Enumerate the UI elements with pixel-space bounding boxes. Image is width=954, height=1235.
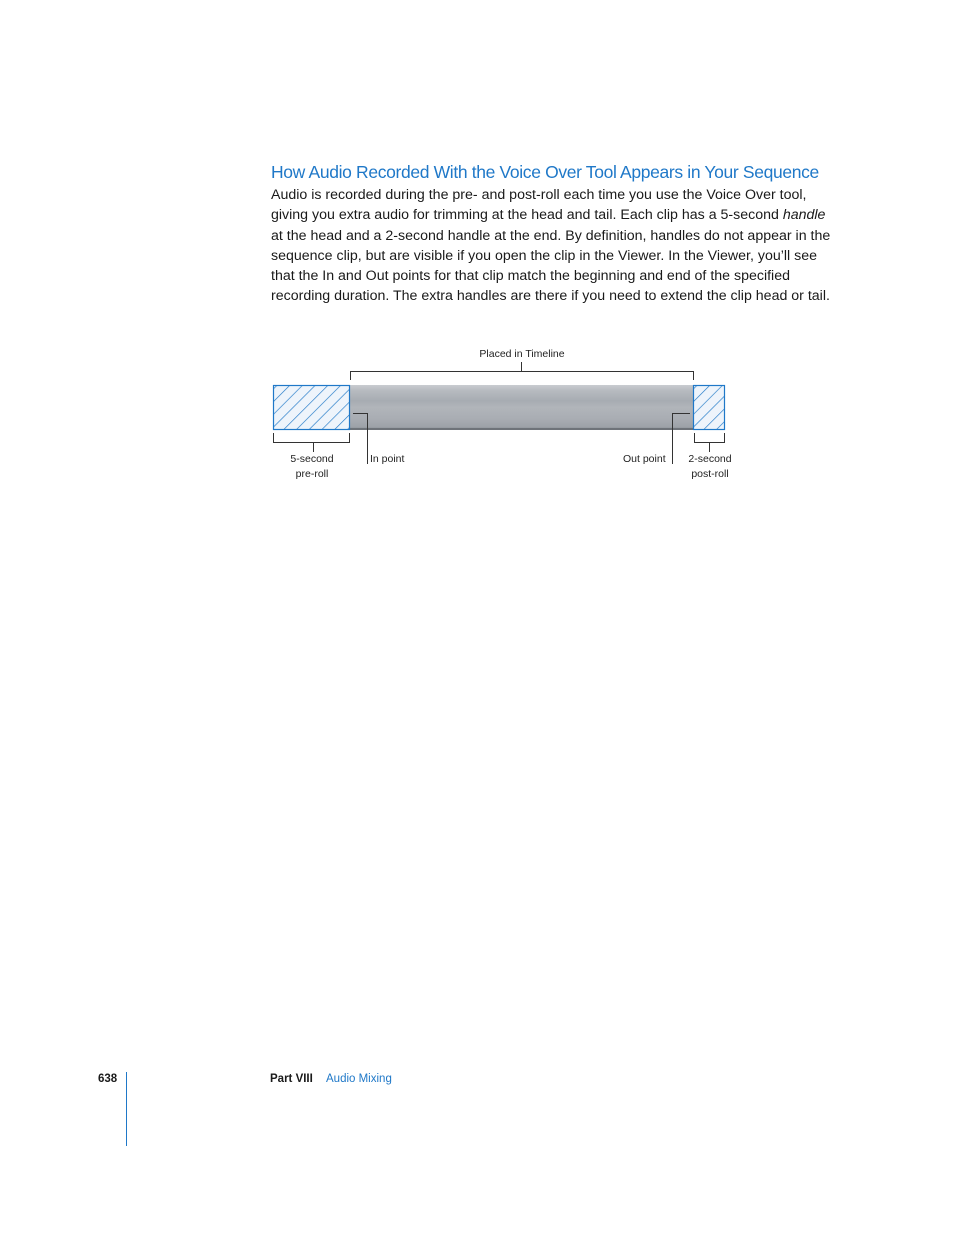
paragraph-term-handle: handle — [782, 207, 826, 224]
in-point-label: In point — [370, 453, 405, 465]
preroll-bracket — [274, 433, 350, 452]
preroll-label-line-1: 5-second — [290, 453, 334, 465]
sequence-clip-bar — [350, 385, 693, 430]
footer-chapter-link[interactable]: Audio Mixing — [326, 1073, 392, 1085]
postroll-label-line-2: post-roll — [691, 468, 729, 480]
out-point-leader — [673, 414, 691, 465]
in-point-leader — [353, 414, 368, 465]
placed-in-timeline-bracket — [351, 362, 694, 380]
body-paragraph — [271, 185, 831, 307]
placed-in-timeline-label: Placed in Timeline — [479, 348, 565, 360]
clip-bottom-edge — [350, 428, 693, 430]
section-heading: How Audio Recorded With the Voice Over Tool Appears in Your Sequence — [271, 162, 819, 182]
preroll-handle — [274, 386, 350, 430]
postroll-handle — [694, 386, 725, 430]
footer-part-label: Part VIII — [270, 1073, 313, 1085]
preroll-label — [272, 452, 352, 482]
postroll-label-line-1: 2-second — [688, 453, 732, 465]
postroll-bracket — [695, 433, 725, 452]
postroll-label — [674, 452, 746, 482]
out-point-label: Out point — [623, 453, 666, 465]
footer-rule — [126, 1072, 127, 1146]
page-number: 638 — [98, 1073, 118, 1085]
paragraph-text-start: Audio is recorded during the pre- and post-roll each time you use the Voice Over tool, giving you extra audio for trimming at the head and tail. Each clip has a 5-second — [271, 187, 807, 224]
preroll-label-line-2: pre-roll — [295, 468, 329, 480]
paragraph-text-end: at the head and a 2-second handle at the end. By definition, handles do not appear in the sequence clip, but are visible if you open the clip in the Viewer. In the Viewer, you’ll see that the In and Out points for that clip match the beginning and end of the specified recording duration. The extra handles are there if you need to extend the clip head or tail. — [271, 227, 831, 305]
